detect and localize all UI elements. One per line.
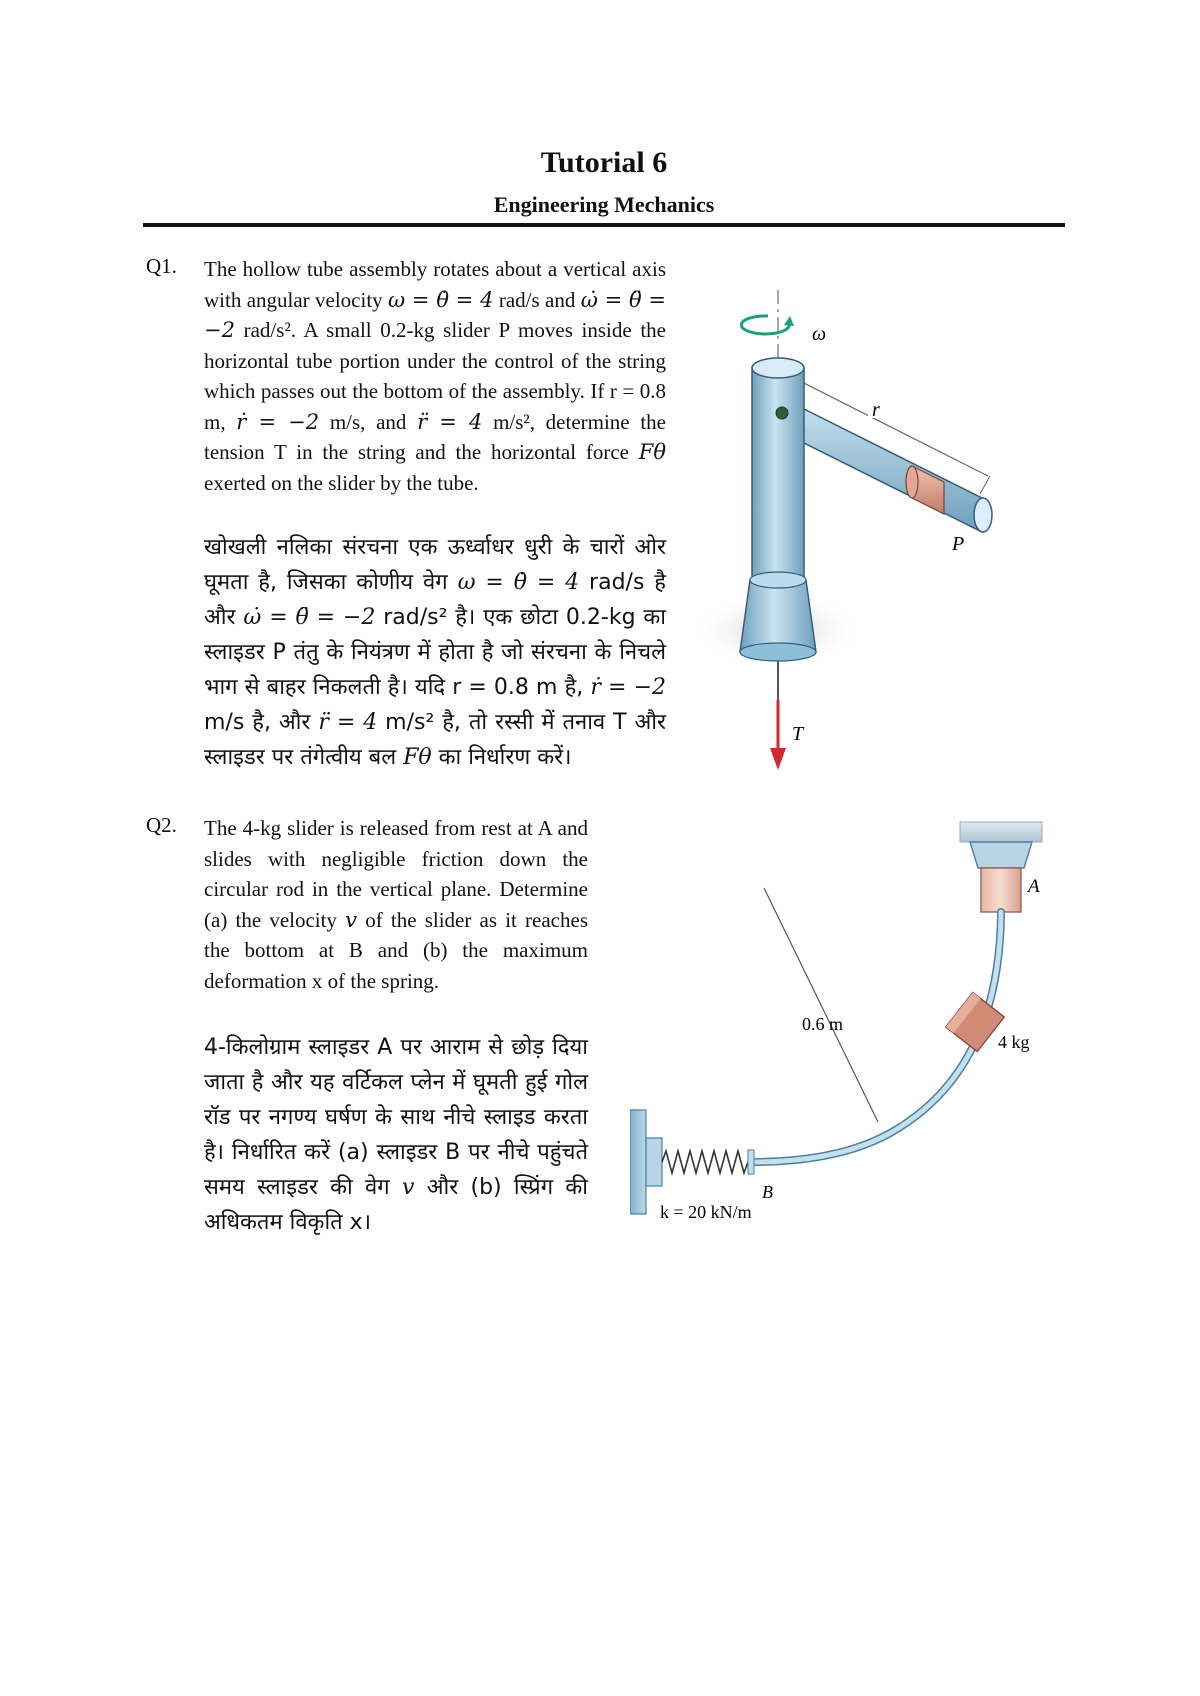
q2-hi-part1: 4-किलोग्राम स्लाइडर A पर आराम से छोड़ दिया जाता है और यह वर्टिकल प्लेन में घूमती हुई गोल रॉड पर नगण्य घर्षण के साथ नीचे स्लाइड करता है। निर्धारित करें (a) स्लाइडर B पर नीचे पहुंचते समय स्लाइडर की वेग (204, 1035, 588, 1200)
q1-hi-part1: खोखली नलिका संरचना एक ऊर्ध्वाधर धुरी के चारों ओर घूमता है, जिसका कोणीय वेग (204, 535, 666, 595)
q1-en-part1: The hollow tube assembly rotates about a vertical axis with angular velocity (204, 257, 666, 312)
p-label: P (952, 533, 965, 555)
vertical-tube-top (752, 358, 804, 378)
r-label: r (872, 399, 880, 421)
base-bottom (740, 643, 816, 661)
q1-text-hindi (204, 530, 666, 775)
q1-hi-part2: rad/s है और (204, 570, 666, 630)
tension-arrowhead (770, 748, 786, 770)
base-cone (740, 580, 816, 652)
q1-en-part3: rad/s². A small 0.2-kg slider P moves inside the horizontal tube portion under the control of the string which passes out the bottom of the assembly. If r = 0.8 m, (204, 318, 666, 434)
wall (630, 1110, 646, 1214)
q2-text-english (204, 813, 588, 996)
mount-bracket (970, 842, 1032, 868)
q2-text-hindi (204, 1030, 588, 1240)
q1-hi-part6: का निर्धारण करें। (431, 745, 572, 770)
string-pulley (776, 407, 788, 419)
q2-en-part2: of the slider as it reaches the bottom at B and (b) the maximum deformation x of the spring. (204, 907, 588, 993)
q1-hi-part3: rad/s² है। एक छोटा 0.2-kg का स्लाइडर P तंतु के नियंत्रण में होता है जो संरचना के निचले भाग से बाहर निकलती है। यदि r = 0.8 m है, (204, 605, 667, 700)
horizontal-tube (782, 398, 982, 532)
wall-plate (646, 1138, 662, 1186)
q1-en-part6: exerted on the slider by the tube. (204, 470, 479, 495)
r-extension-right (980, 476, 990, 494)
q1-en-part5: m/s², determine the tension T in the string and the horizontal force (204, 409, 666, 464)
base-top (750, 572, 806, 588)
q1-en-alpha-eq: ω̇ = θ̈ = −2 (204, 287, 667, 342)
spring (662, 1151, 748, 1173)
q2-hi-part2: और (b) स्प्रिंग की अधिकतम विकृति x। (204, 1175, 588, 1235)
q1-hi-part5: m/s² है, तो रस्सी में तनाव T और स्लाइडर पर तंगेत्वीय बल (204, 710, 667, 770)
radius-label: 0.6 m (802, 1014, 844, 1034)
q2-hi-velocity-symbol: v (401, 1175, 415, 1200)
omega-label: ω (812, 323, 827, 345)
spring-end-cap (748, 1150, 754, 1174)
tube-open-end (974, 498, 992, 532)
q1-en-rddot-eq: r̈ = 4 (417, 409, 483, 434)
b-label: B (762, 1182, 773, 1202)
q1-text-english (204, 254, 666, 498)
q1-hi-rddot-eq: r̈ = 4 (318, 710, 378, 735)
q2-en-part1: The 4-kg slider is released from rest at A and slides with negligible friction down the circular rod in the vertical plane. Determine (a) the velocity (204, 816, 588, 932)
q2-figure-circular-rod (630, 820, 1060, 1220)
q1-hi-rdot-eq: ṙ = −2 (590, 675, 666, 700)
q1-hi-part4: m/s है, और (204, 710, 319, 735)
q1-en-rdot-eq: ṙ = −2 (236, 409, 320, 434)
slider-4kg (946, 992, 1005, 1051)
q1-number: Q1. (146, 254, 177, 278)
mass-label: 4 kg (998, 1032, 1030, 1052)
radius-line (764, 888, 878, 1122)
omega-rotation-arrow (741, 316, 789, 334)
t-label: T (792, 723, 804, 745)
header-rule (143, 223, 1065, 227)
page-subtitle: Engineering Mechanics (493, 192, 715, 217)
q1-en-part2: rad/s and (493, 287, 581, 312)
q2-number: Q2. (146, 813, 177, 837)
slider-start-a (981, 868, 1021, 912)
spring-constant-label: k = 20 kN/m (660, 1202, 752, 1220)
slider-p-face (906, 466, 918, 498)
q1-en-force-symbol: Fθ (638, 440, 666, 464)
q1-hi-alpha-eq: ω̇ = θ̈ = −2 (243, 605, 376, 630)
ceiling-mount (960, 822, 1042, 842)
q1-en-omega-eq: ω = θ̇ = 4 (388, 287, 494, 312)
q1-hi-omega-eq: ω = θ̇ = 4 (457, 570, 580, 595)
q2-en-velocity-symbol: v (345, 907, 358, 932)
omega-arrowhead (784, 316, 794, 326)
a-label: A (1028, 876, 1040, 897)
page-title: Tutorial 6 (540, 146, 668, 179)
vertical-tube (752, 368, 804, 578)
q1-figure-rotating-tube (690, 280, 1060, 780)
q1-hi-force-symbol: Fθ (403, 745, 432, 770)
q1-en-part4: m/s, and (319, 409, 418, 434)
